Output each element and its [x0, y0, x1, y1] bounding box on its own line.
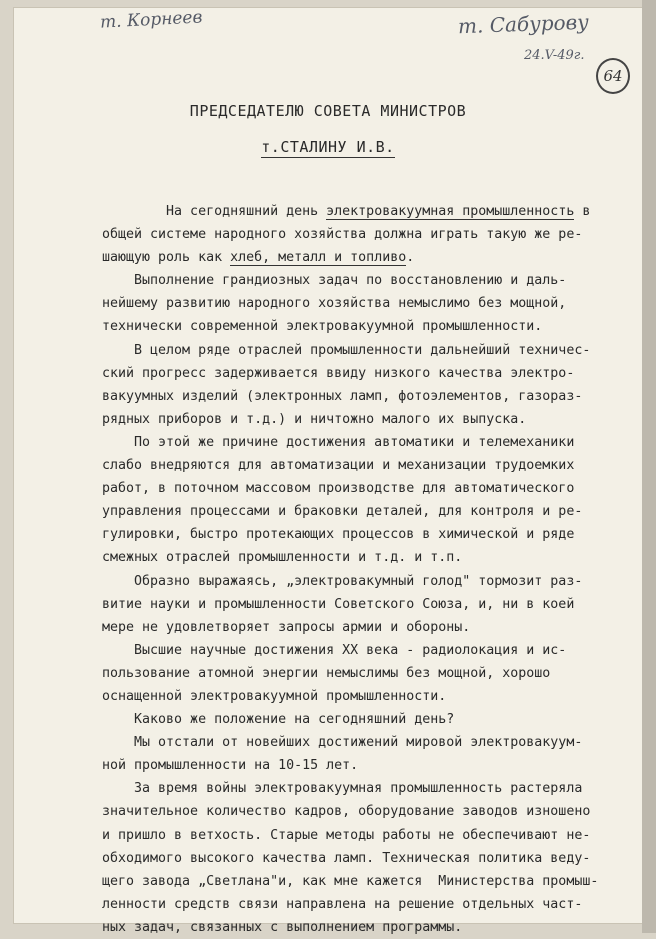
text-line: Каково же положение на сегодняшний день? — [102, 712, 455, 728]
text-line: По этой же причине достижения автоматики и телемеханики — [102, 434, 575, 450]
text-line: мере не удовлетворяет запросы армии и обороны. — [102, 619, 471, 635]
text-line: слабо внедряются для автоматизации и механизации трудоемких — [102, 458, 575, 474]
text-line: значительное количество кадров, оборудование заводов изношено — [102, 804, 591, 820]
text-line: Мы отстали от новейших достижений мировой электровакуум- — [102, 735, 583, 751]
handwritten-note-right: т. Сабурову — [457, 9, 590, 39]
text-line: Высшие научные достижения XX века - радиолокация и ис- — [102, 642, 567, 658]
text-line — [102, 200, 622, 223]
text-line: технически современной электровакуумной промышленности. — [102, 319, 543, 335]
handwritten-note-left: т. Корнеев — [99, 7, 203, 33]
letter-body — [102, 200, 622, 939]
text-line: нейшему развитию народного хозяйства немыслимо без мощной, — [102, 296, 567, 312]
text-line: обходимого высокого качества ламп. Техническая политика веду- — [102, 850, 591, 866]
addressee-name-text: т.СТАЛИНУ И.В. — [261, 138, 395, 156]
text-line: За время войны электровакуумная промышленность растеряла — [102, 781, 583, 797]
text-segment: шающую роль как — [102, 250, 231, 266]
addressee-title: ПРЕДСЕДАТЕЛЮ СОВЕТА МИНИСТРОВ — [189, 102, 467, 120]
text-line: рядных приборов и т.д.) и ничтожно малого их выпуска. — [102, 411, 527, 427]
text-line: гулировки, быстро протекающих процессов в химической и ряде — [102, 527, 575, 543]
underlined-phrase: хлеб, металл и топливо — [230, 250, 407, 266]
text-line: пользование атомной энергии немыслимы без мощной, хорошо — [102, 665, 551, 681]
text-segment: . — [406, 250, 415, 266]
underlined-phrase: электровакуумная промышленность — [326, 204, 575, 219]
addressee-name — [0, 138, 656, 156]
handwritten-date: 24.V-49г. — [524, 48, 585, 63]
text-line: ленности средств связи направлена на решение отдельных част- — [102, 896, 583, 912]
text-line — [102, 246, 622, 269]
text-line: ных задач, связанных с выполнением программы. — [102, 919, 463, 935]
text-line: витие науки и промышленности Советского Союза, и, ни в коей — [102, 596, 575, 612]
text-line: общей системе народного хозяйства должна играть такую же ре- — [102, 227, 583, 243]
text-line: управления процессами и браковки деталей, для контроля и ре- — [102, 504, 583, 520]
text-line: Выполнение грандиозных задач по восстановлению и даль- — [102, 273, 567, 289]
text-line: и пришло в ветхость. Старые методы работы не обеспечивают не- — [102, 827, 591, 843]
text-line: работ, в поточном массовом производстве для автоматического — [102, 481, 575, 497]
text-line: смежных отраслей промышленности и т.д. и т.п. — [102, 550, 463, 566]
folio-number: 64 — [596, 58, 630, 94]
text-line: щего завода „Светлана"и, как мне кажется Министерства промыш- — [102, 873, 599, 889]
text-line: оснащенной электровакуумной промышленности. — [102, 688, 447, 704]
text-line: В целом ряде отраслей промышленности дальнейший техничес- — [102, 342, 591, 358]
text-segment: На сегодняшний день — [102, 204, 327, 219]
text-segment: в — [574, 204, 591, 219]
text-line: Образно выражаясь, „электровакумный голод" тормозит раз- — [102, 573, 583, 589]
text-line: ский прогресс задерживается ввиду низкого качества электро- — [102, 365, 575, 381]
text-line: вакуумных изделий (электронных ламп, фотоэлементов, газораз- — [102, 388, 583, 404]
text-line: ной промышленности на 10-15 лет. — [102, 758, 359, 774]
